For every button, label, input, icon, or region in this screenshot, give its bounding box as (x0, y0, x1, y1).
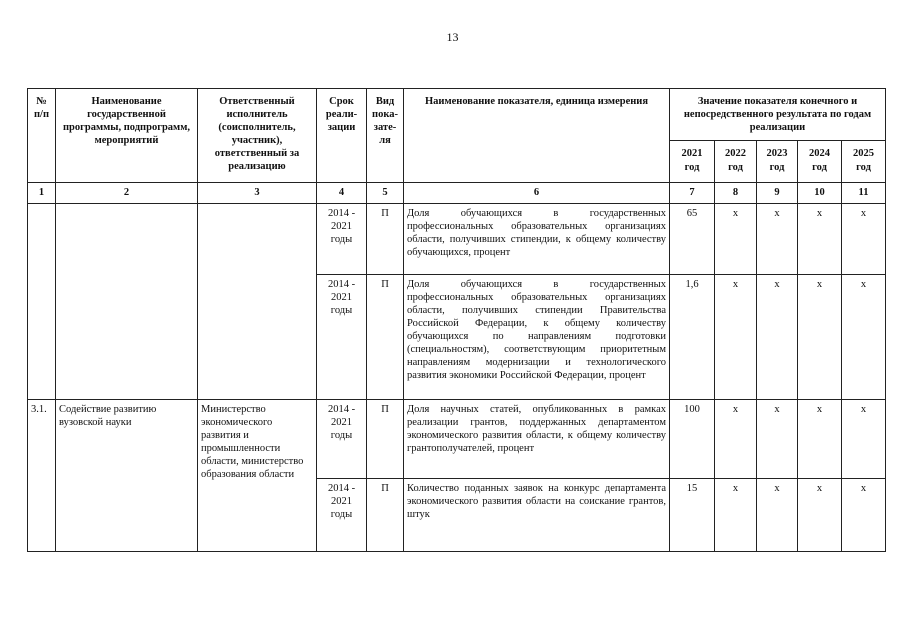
value-2024-cell: x (798, 275, 842, 400)
indicator-type-cell: П (367, 204, 404, 275)
executor-cell (198, 204, 317, 400)
header-indicator-name: Наименование показателя, единица измерения (404, 89, 670, 183)
value-2025-cell: x (842, 479, 886, 552)
header-values-group: Значение показателя конечного и непосредственного результата по годам реализации (670, 89, 886, 141)
value-2023-cell: x (757, 400, 798, 479)
column-number: 2 (56, 183, 198, 204)
page-number: 13 (446, 30, 459, 44)
column-number: 6 (404, 183, 670, 204)
indicator-name-cell: Доля обучающихся в государственных профессиональных образовательных организациях области, получивших стипендии Правительства Российской Федерации, к общему количеству обучающихся по направлениям подготовки (специальностям), соответствующим приоритетным направлениям модернизации и технологического развития экономики Российской Федерации, процент (404, 275, 670, 400)
value-2021-cell: 65 (670, 204, 715, 275)
column-number: 8 (715, 183, 757, 204)
value-2021-cell: 100 (670, 400, 715, 479)
value-2024-cell: x (798, 204, 842, 275)
executor-cell: Министерство экономического развития и промышленности области, министерство образования области (198, 400, 317, 552)
column-number: 3 (198, 183, 317, 204)
indicator-type-cell: П (367, 275, 404, 400)
value-2025-cell: x (842, 204, 886, 275)
value-2024-cell: x (798, 479, 842, 552)
value-2022-cell: x (715, 400, 757, 479)
value-2021-cell: 15 (670, 479, 715, 552)
row-number-cell (28, 204, 56, 400)
value-2023-cell: x (757, 204, 798, 275)
value-2022-cell: x (715, 204, 757, 275)
column-number: 1 (28, 183, 56, 204)
term-cell: 2014 - 2021 годы (317, 400, 367, 479)
term-cell: 2014 - 2021 годы (317, 204, 367, 275)
table-row (28, 204, 886, 275)
value-2025-cell: x (842, 400, 886, 479)
value-2023-cell: x (757, 275, 798, 400)
value-2023-cell: x (757, 479, 798, 552)
term-cell: 2014 - 2021 годы (317, 275, 367, 400)
program-cell (56, 204, 198, 400)
header-program: Наименование государственной программы, подпрограмм, мероприятий (56, 89, 198, 183)
column-number: 10 (798, 183, 842, 204)
value-2024-cell: x (798, 400, 842, 479)
term-cell: 2014 - 2021 годы (317, 479, 367, 552)
column-number: 4 (317, 183, 367, 204)
header-year-2023: 2023 год (757, 141, 798, 183)
table-row (28, 400, 886, 479)
header-year-2025: 2025 год (842, 141, 886, 183)
header-year-2022: 2022 год (715, 141, 757, 183)
value-2022-cell: x (715, 275, 757, 400)
value-2021-cell: 1,6 (670, 275, 715, 400)
column-number-row (28, 183, 886, 204)
header-indicator-type: Вид пока-зате-ля (367, 89, 404, 183)
header-executor: Ответственный исполнитель (соисполнитель, участник), ответственный за реализацию (198, 89, 317, 183)
header-term: Срок реали-зации (317, 89, 367, 183)
value-2022-cell: x (715, 479, 757, 552)
indicator-type-cell: П (367, 400, 404, 479)
indicator-type-cell: П (367, 479, 404, 552)
value-2025-cell: x (842, 275, 886, 400)
column-number: 5 (367, 183, 404, 204)
indicator-name-cell: Доля обучающихся в государственных профессиональных образовательных организациях области, получивших стипендии, к общему количеству обучающихся, процент (404, 204, 670, 275)
header-year-2021: 2021 год (670, 141, 715, 183)
indicator-name-cell: Доля научных статей, опубликованных в рамках реализации грантов, поддержанных департаментом экономического развития области, к общему количеству грантополучателей, процент (404, 400, 670, 479)
column-number: 9 (757, 183, 798, 204)
header-number: № п/п (28, 89, 56, 183)
column-number: 11 (842, 183, 886, 204)
row-number-cell: 3.1. (28, 400, 56, 552)
header-year-2024: 2024 год (798, 141, 842, 183)
program-cell: Содействие развитию вузовской науки (56, 400, 198, 552)
indicator-name-cell: Количество поданных заявок на конкурс департамента экономического развития области на соискание грантов, штук (404, 479, 670, 552)
indicators-table (27, 88, 886, 552)
column-number: 7 (670, 183, 715, 204)
